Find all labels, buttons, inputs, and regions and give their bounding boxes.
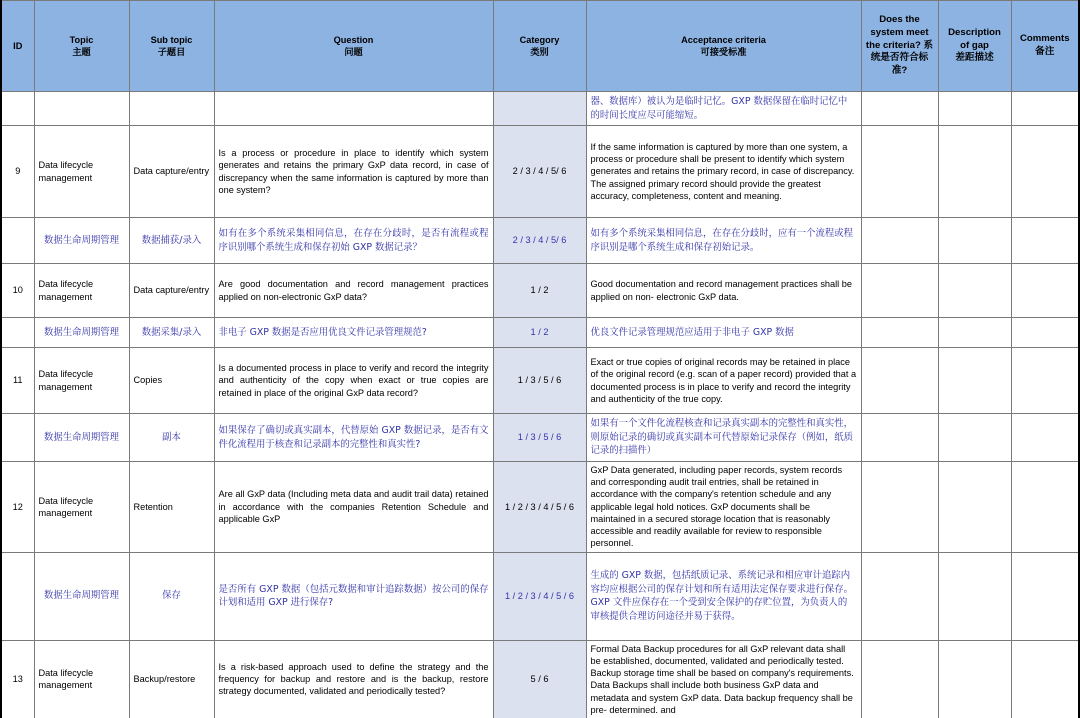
cell-id: [1, 552, 34, 640]
cell-topic: 数据生命周期管理: [34, 318, 129, 348]
cell-subtopic: [129, 92, 214, 126]
cell-question: [214, 92, 493, 126]
column-header-gap-description[interactable]: [938, 1, 1011, 92]
cell-question: Are good documentation and record management practices applied on non-electronic GxP data?: [214, 264, 493, 318]
table-row: [1, 126, 1079, 218]
column-header-id[interactable]: [1, 1, 34, 92]
cell-comments[interactable]: [1011, 318, 1079, 348]
column-header-topic[interactable]: [34, 1, 129, 92]
table-row: [1, 552, 1079, 640]
cell-meets-criteria[interactable]: [861, 640, 938, 718]
cell-subtopic: Retention: [129, 462, 214, 553]
cell-meets-criteria[interactable]: [861, 462, 938, 553]
cell-topic: Data lifecycle management: [34, 640, 129, 718]
cell-subtopic: Data capture/entry: [129, 126, 214, 218]
cell-category: 1 / 2 / 3 / 4 / 5 / 6: [493, 462, 586, 553]
cell-topic: Data lifecycle management: [34, 348, 129, 414]
cell-question: 非电子 GXP 数据是否应用优良文件记录管理规范?: [214, 318, 493, 348]
cell-id: [1, 414, 34, 462]
cell-meets-criteria[interactable]: [861, 348, 938, 414]
cell-category: 1 / 2 / 3 / 4 / 5 / 6: [493, 552, 586, 640]
table-header: [1, 1, 1079, 92]
cell-comments[interactable]: [1011, 640, 1079, 718]
cell-category: 1 / 3 / 5 / 6: [493, 348, 586, 414]
cell-id: 9: [1, 126, 34, 218]
cell-id: [1, 218, 34, 264]
cell-question: Is a risk-based approach used to define the strategy and the frequency for backup and restore and is the backup, restore strategy documented, validated and periodically tested?: [214, 640, 493, 718]
column-header-meets-criteria[interactable]: [861, 1, 938, 92]
cell-category: 1 / 3 / 5 / 6: [493, 414, 586, 462]
cell-acceptance-criteria: Good documentation and record management practices shall be applied on non- electronic GxP data.: [586, 264, 861, 318]
table-row: [1, 414, 1079, 462]
cell-comments[interactable]: [1011, 348, 1079, 414]
cell-gap-description[interactable]: [938, 462, 1011, 553]
header-en-topic: Topic: [70, 35, 94, 45]
cell-category: 1 / 2: [493, 264, 586, 318]
column-header-comments[interactable]: [1011, 1, 1079, 92]
cell-gap-description[interactable]: [938, 218, 1011, 264]
table-row: [1, 348, 1079, 414]
cell-acceptance-criteria: 如果有一个文件化流程核查和记录真实副本的完整性和真实性，则原始记录的确切或真实副本可代替原始记录保存（例如，纸质记录的扫描件）: [586, 414, 861, 462]
cell-gap-description[interactable]: [938, 414, 1011, 462]
cell-question: 是否所有 GXP 数据（包括元数据和审计追踪数据）按公司的保存计划和适用 GXP 进行保存?: [214, 552, 493, 640]
cell-id: 11: [1, 348, 34, 414]
table-row: [1, 640, 1079, 718]
header-zh-acceptance: 可接受标准: [701, 47, 747, 57]
table-row: [1, 318, 1079, 348]
cell-gap-description[interactable]: [938, 92, 1011, 126]
cell-gap-description[interactable]: [938, 552, 1011, 640]
cell-id: 10: [1, 264, 34, 318]
header-zh-comments: 备注: [1035, 46, 1054, 57]
cell-topic: Data lifecycle management: [34, 462, 129, 553]
table-row: [1, 462, 1079, 553]
cell-comments[interactable]: [1011, 218, 1079, 264]
cell-question: Are all GxP data (Including meta data and audit trail data) retained in accordance with the companies Retention Schedule and applicable GxP: [214, 462, 493, 553]
cell-topic: Data lifecycle management: [34, 264, 129, 318]
header-en-category: Category: [520, 35, 560, 45]
cell-subtopic: 保存: [129, 552, 214, 640]
header-en-question: Question: [334, 35, 374, 45]
header-zh-subtopic: 子题目: [158, 47, 186, 57]
cell-acceptance-criteria: 生成的 GXP 数据，包括纸质记录、系统记录和相应审计追踪内容均应根据公司的保存计划和所有适用法定保存要求进行保存。GXP 文件应保存在一个受到安全保护的存贮位置，为负责人的审核提供合理访问途径并易于获得。: [586, 552, 861, 640]
cell-question: Is a documented process in place to verify and record the integrity and authenticity of the copy when exact or true copies are retained in place of the original GxP data record?: [214, 348, 493, 414]
cell-topic: 数据生命周期管理: [34, 414, 129, 462]
header-zh-gap: 差距描述: [955, 52, 993, 63]
cell-meets-criteria[interactable]: [861, 126, 938, 218]
cell-question: Is a process or procedure in place to identify which system generates and retains the primary GxP data record, in case of discrepancy when the same information is captured by more than one system?: [214, 126, 493, 218]
cell-meets-criteria[interactable]: [861, 218, 938, 264]
cell-comments[interactable]: [1011, 264, 1079, 318]
cell-meets-criteria[interactable]: [861, 414, 938, 462]
cell-meets-criteria[interactable]: [861, 552, 938, 640]
cell-subtopic: 副本: [129, 414, 214, 462]
table-row: [1, 218, 1079, 264]
cell-gap-description[interactable]: [938, 348, 1011, 414]
cell-id: 13: [1, 640, 34, 718]
cell-acceptance-criteria: 优良文件记录管理规范应适用于非电子 GXP 数据: [586, 318, 861, 348]
table-row: [1, 92, 1079, 126]
cell-acceptance-criteria: 器、数据库）被认为是临时记忆。GXP 数据保留在临时记忆中的时间长度应尽可能缩短。: [586, 92, 861, 126]
cell-comments[interactable]: [1011, 126, 1079, 218]
cell-acceptance-criteria: GxP Data generated, including paper records, system records and corresponding audit trail entries, shall be retained in accordance with the company's retention schedule and any applicable legal hold notices. GxP documents shall be maintained in a secured storage location that is reasonably accessible and readily available for review to responsible personnel.: [586, 462, 861, 553]
cell-topic: Data lifecycle management: [34, 126, 129, 218]
cell-question: 如有在多个系统采集相同信息，在存在分歧时，是否有流程或程序识别哪个系统生成和保存初始 GXP 数据记录？: [214, 218, 493, 264]
cell-topic: [34, 92, 129, 126]
cell-subtopic: 数据捕获/录入: [129, 218, 214, 264]
header-en-id: ID: [13, 41, 22, 51]
cell-meets-criteria[interactable]: [861, 92, 938, 126]
header-zh-topic: 主题: [72, 47, 90, 57]
header-en-comments: Comments: [1020, 33, 1070, 44]
column-header-category[interactable]: [493, 1, 586, 92]
cell-gap-description[interactable]: [938, 318, 1011, 348]
table-body: [1, 92, 1079, 718]
header-en-subtopic: Sub topic: [151, 35, 193, 45]
cell-subtopic: Data capture/entry: [129, 264, 214, 318]
cell-comments[interactable]: [1011, 462, 1079, 553]
cell-acceptance-criteria: Exact or true copies of original records may be retained in place of the original record (e.g. scan of a paper record) provided that a documented process is in place to verify and record the integrity and authenticity of the true copy.: [586, 348, 861, 414]
cell-comments[interactable]: [1011, 92, 1079, 126]
column-header-acceptance-criteria[interactable]: [586, 1, 861, 92]
cell-gap-description[interactable]: [938, 264, 1011, 318]
cell-id: [1, 92, 34, 126]
cell-topic: 数据生命周期管理: [34, 552, 129, 640]
cell-question: 如果保存了确切或真实副本，代替原始 GXP 数据记录，是否有文件化流程用于核查和记录副本的完整性和真实性?: [214, 414, 493, 462]
header-en-acceptance: Acceptance criteria: [681, 35, 766, 45]
header-row: [1, 1, 1079, 92]
header-en-meets: Does the system meet the criteria? 系统是否符合标准?: [866, 14, 933, 76]
header-zh-question: 问题: [344, 47, 362, 57]
cell-acceptance-criteria: 如有多个系统采集相同信息，在存在分歧时，应有一个流程或程序识别是哪个系统生成和保存初始记录。: [586, 218, 861, 264]
cell-category: 1 / 2: [493, 318, 586, 348]
cell-category: 5 / 6: [493, 640, 586, 718]
cell-topic: 数据生命周期管理: [34, 218, 129, 264]
column-header-subtopic[interactable]: [129, 1, 214, 92]
cell-comments[interactable]: [1011, 552, 1079, 640]
cell-meets-criteria[interactable]: [861, 264, 938, 318]
cell-acceptance-criteria: Formal Data Backup procedures for all GxP relevant data shall be established, documented, validated and periodically tested. Backup storage time shall be based on company's requirements. Data Backups shall include both business GxP data and metadata and system GxP data. Data backup frequency shall be pre- determined. and: [586, 640, 861, 718]
cell-category: 2 / 3 / 4 / 5/ 6: [493, 126, 586, 218]
header-zh-category: 类别: [530, 47, 548, 57]
table-row: [1, 264, 1079, 318]
cell-comments[interactable]: [1011, 414, 1079, 462]
cell-id: [1, 318, 34, 348]
cell-gap-description[interactable]: [938, 126, 1011, 218]
cell-subtopic: 数据采集/录入: [129, 318, 214, 348]
cell-id: 12: [1, 462, 34, 553]
cell-meets-criteria[interactable]: [861, 318, 938, 348]
header-en-gap: Description of gap: [948, 27, 1001, 51]
column-header-question[interactable]: [214, 1, 493, 92]
cell-subtopic: Copies: [129, 348, 214, 414]
cell-category: 2 / 3 / 4 / 5/ 6: [493, 218, 586, 264]
cell-category: [493, 92, 586, 126]
cell-acceptance-criteria: If the same information is captured by more than one system, a process or procedure shall be present to identify which system generates and retains the primary record, in case of discrepancy. The assigned primary record should provide the greatest accuracy, completeness, content and meaning.: [586, 126, 861, 218]
cell-subtopic: Backup/restore: [129, 640, 214, 718]
cell-gap-description[interactable]: [938, 640, 1011, 718]
